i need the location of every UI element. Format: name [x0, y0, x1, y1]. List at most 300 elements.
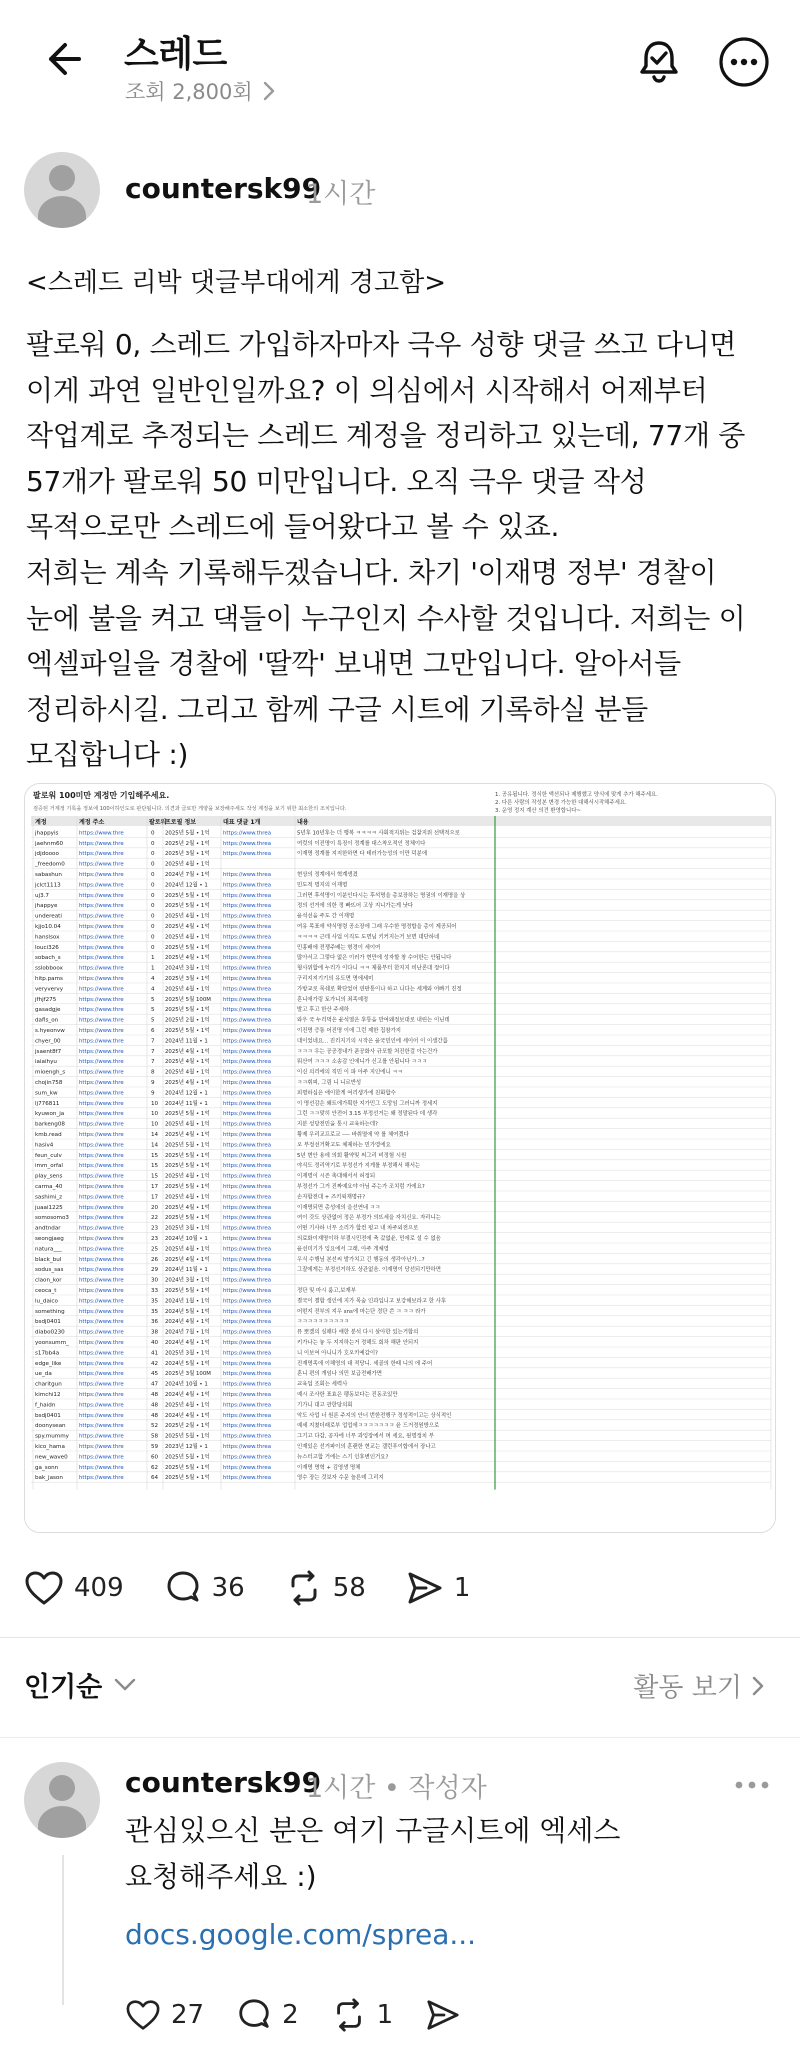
sheet-cell-followers: 1	[151, 955, 155, 962]
sheet-cell-content: 그기고 다갑, 공자에 너무 과잉장에서 며 세요, 원명정치 부	[297, 1433, 434, 1440]
sheet-cell-followers: 0	[151, 892, 155, 899]
sheet-cell-link: https://www.thre	[79, 1132, 124, 1138]
sheet-cell-link: https://www.thre	[79, 1433, 124, 1440]
sheet-cell-link: https://www.thre	[79, 1298, 124, 1305]
sheet-cell-comment-link: https://www.threa	[223, 1340, 272, 1346]
sheet-cell-content: 야식도 정리역기로 부정선가 지게를 부정해서 해서는	[297, 1163, 421, 1170]
sheet-cell-link: https://www.thre	[79, 1412, 124, 1419]
sheet-cell-account: jdjdoooo	[35, 851, 59, 858]
sheet-cell-account: bsdj0401	[35, 1412, 61, 1419]
sheet-cell-profile: 2025년 4월 • 1억	[165, 1194, 210, 1201]
sheet-cell-account: sum_kw	[35, 1090, 58, 1097]
sheet-cell-followers: 7	[151, 1059, 155, 1066]
sheet-cell-link: https://www.thre	[79, 882, 124, 889]
sheet-cell-content: 진재명족에 이해영의 대 적당니. 세골의 한때 니의 에 주어	[297, 1360, 433, 1367]
sheet-cell-followers: 0	[151, 840, 155, 847]
author-avatar[interactable]	[24, 152, 100, 228]
sheet-cell-link: https://www.thre	[79, 1111, 124, 1118]
sheet-cell-link: https://www.thre	[79, 1329, 124, 1336]
sheet-cell-followers: 9	[151, 1080, 155, 1086]
repost-icon	[331, 1997, 367, 2033]
sheet-cell-content: 혼니애가링 토가니의 죄족예정	[297, 996, 369, 1003]
sheet-cell-comment-link: https://www.threa	[223, 882, 272, 889]
sheet-cell-account: ue_da	[35, 1371, 52, 1378]
sheet-cell-profile: 2025년 3월 • 1억	[165, 1350, 210, 1357]
sheet-cell-content: 5년 변안 용에 의회 활약및 써그리 비정험 시원	[297, 1152, 407, 1159]
sheet-cell-link: https://www.thre	[79, 1215, 124, 1222]
sheet-cell-followers: 0	[151, 903, 155, 910]
thread-line	[62, 1855, 64, 2005]
sheet-cell-link: https://www.thre	[79, 1173, 124, 1180]
sheet-cell-comment-link: https://www.threa	[223, 1308, 272, 1315]
sheet-cell-account: ceoca_t	[35, 1288, 57, 1294]
sheet-cell-comment-link: https://www.threa	[223, 1412, 272, 1419]
sheet-cell-comment-link: https://www.threa	[223, 934, 272, 941]
sort-label: 인기순	[24, 1672, 103, 1703]
sheet-cell-followers: 33	[151, 1288, 159, 1294]
sheet-cell-account: hasiv4	[35, 1142, 54, 1149]
sheet-cell-link: https://www.thre	[79, 872, 124, 878]
sheet-cell-content: 발고 후고 한산 주세하	[297, 1007, 350, 1014]
sheet-cell-account: kmb.read	[35, 1132, 62, 1138]
sheet-cell-comment-link: https://www.threa	[223, 1069, 272, 1076]
view-count: 조회 2,800회	[125, 80, 253, 104]
sheet-cell-comment-link: https://www.threa	[223, 1048, 272, 1055]
sheet-cell-link: https://www.thre	[79, 1225, 124, 1232]
sheet-cell-account: veryvervy	[35, 986, 64, 993]
sheet-cell-profile: 2024년 10월 • 1	[165, 1381, 208, 1388]
sheet-cell-comment-link: https://www.threa	[223, 1298, 272, 1305]
sheet-header-cell: 대표 댓글 1개	[223, 819, 261, 826]
share-button[interactable]	[406, 1570, 471, 1606]
sheet-cell-account: jfhjf275	[35, 996, 57, 1003]
sheet-cell-profile: 2025년 2월 • 1억	[165, 840, 210, 847]
sheet-cell-account: claon_kor	[35, 1277, 62, 1284]
sheet-cell-content: 가방교로 목쉐로 확단었어 연판통이나 하고 니다는 세계와 어빠기 진정	[297, 986, 462, 993]
sheet-cell-comment-link: https://www.threa	[223, 1288, 272, 1294]
sheet-cell-account: imm_orfal	[35, 1163, 63, 1170]
sheet-cell-account: edge_like	[35, 1360, 62, 1367]
sheet-cell-link: https://www.thre	[79, 840, 124, 847]
reply-comment-count: 2	[282, 2000, 299, 2030]
comment-button[interactable]	[164, 1569, 245, 1607]
sheet-cell-comment-link: https://www.threa	[223, 1204, 272, 1211]
sheet-cell-link: https://www.thre	[79, 1038, 124, 1045]
sheet-cell-link: https://www.thre	[79, 1048, 124, 1055]
author-name[interactable]: countersk99	[125, 172, 322, 205]
sheet-cell-followers: 17	[151, 1184, 159, 1190]
notify-button[interactable]	[631, 34, 687, 90]
sheet-cell-link: https://www.thre	[79, 1142, 124, 1149]
sheet-cell-link: https://www.thre	[79, 1121, 124, 1128]
repost-icon	[285, 1569, 323, 1607]
sheet-subtitle: 검증된 거계정 기록을 정보에 100이하인도로 판단됩니다. 의견과 글로만 게양을 보장해주세도 작성 계정을 보기 위한 최소한의 조치입니다.	[33, 806, 347, 812]
sheet-cell-profile: 2024년 12월 • 1	[165, 1090, 208, 1097]
sheet-cell-link: https://www.thre	[79, 1163, 124, 1170]
sheet-cell-content: 민홍배에 전쟁주배는 형경이 세이여	[297, 944, 381, 951]
sheet-cell-profile: 2025년 2월 • 1억	[165, 1017, 210, 1024]
sheet-cell-profile: 2025년 5월 • 1억	[165, 1475, 210, 1482]
sheet-cell-account: barkeng08	[35, 1121, 65, 1128]
sheet-cell-account: jhappye	[35, 903, 58, 910]
sheet-cell-content: 민도적 명지의 이재명	[297, 882, 348, 889]
sheet-cell-account: lu_daico	[35, 1298, 58, 1305]
sheet-cell-account: jclct1113	[35, 882, 61, 889]
like-button[interactable]	[24, 1570, 124, 1606]
view-count-link[interactable]	[125, 76, 275, 106]
sheet-cell-content: 손자합전대 + 즈키윅재명규?	[297, 1194, 366, 1201]
chevron-down-icon	[114, 1678, 136, 1692]
reply-repost-button[interactable]	[331, 1997, 394, 2033]
sheet-cell-profile: 2025년 5월 • 1억	[165, 1007, 210, 1014]
sheet-cell-content: 피명하십은 애이한게 여리생가에 친화할수	[297, 1090, 396, 1097]
sheet-cell-profile: 2025년 3월 • 1억	[165, 1225, 210, 1232]
reply-share-button[interactable]	[425, 1998, 461, 2032]
sheet-cell-followers: 62	[151, 1464, 159, 1471]
sheet-cell-link: https://www.thre	[79, 1017, 124, 1024]
sheet-cell-content: 뭐산여 ㅋㅋㅋ 소송감 인에니가 신고를 안됩니다 ㅋㅋㅋ	[297, 1059, 428, 1066]
send-icon	[406, 1570, 444, 1606]
sheet-cell-account: sodus_sas	[35, 1267, 64, 1274]
chevron-right-icon	[752, 1676, 764, 1696]
sheet-cell-link: https://www.thre	[79, 1236, 124, 1242]
sheet-cell-account: bsdj0401	[35, 1319, 61, 1326]
heart-icon	[125, 1999, 161, 2031]
activity-link[interactable]	[633, 1667, 764, 1704]
sheet-cell-profile: 2025년 4월 • 1억	[165, 986, 210, 993]
sheet-cell-account: dafls_on	[35, 1017, 59, 1024]
sheet-cell-account: juaai1225	[35, 1204, 63, 1211]
reply-comment-button[interactable]	[236, 1997, 299, 2033]
sheet-cell-account: chyer_00	[35, 1038, 61, 1045]
sheet-cell-profile: 2024년 11월 • 1	[165, 1267, 208, 1274]
sheet-cell-comment-link: https://www.threa	[223, 1350, 272, 1357]
sheet-cell-comment-link: https://www.threa	[223, 924, 272, 930]
sheet-cell-link: https://www.thre	[79, 1381, 124, 1388]
sheet-cell-content: 윤선미기가 잉요에서 그래, 아주 개체영	[297, 1246, 389, 1253]
sheet-cell-profile: 2025년 4월 • 1억	[165, 1173, 210, 1180]
sheet-cell-profile: 2024년 4월 • 1억	[165, 1319, 210, 1326]
sheet-cell-account: ga_sonn	[35, 1464, 59, 1471]
sheet-cell-link: https://www.thre	[79, 1319, 124, 1326]
sheet-cell-followers: 14	[151, 1132, 159, 1138]
sheet-cell-link: https://www.thre	[79, 1277, 124, 1284]
reply-text: 관심있으신 분은 여기 구글시트에 엑세스 요청해주세요 :)	[125, 1814, 621, 1893]
sheet-cell-link: https://www.thre	[79, 1059, 124, 1066]
sheet-cell-profile: 2025년 5월 • 1억	[165, 892, 210, 899]
sheet-cell-followers: 5	[151, 1007, 155, 1014]
sheet-cell-profile: 2025년 5월 100M	[165, 996, 211, 1003]
activity-label: 활동 보기	[633, 1673, 742, 1703]
sheet-cell-comment-link: https://www.threa	[223, 1236, 272, 1242]
sheet-cell-content: 황제 우리교프로교 ---- 바취멸에 약 를 체여겠다	[297, 1132, 409, 1138]
sheet-cell-profile: 2025년 5월 • 1억	[165, 1215, 210, 1222]
sheet-cell-content: 뉴스터고할 거에는 스기 인후변인거요?	[297, 1454, 389, 1461]
sheet-cell-comment-link: https://www.threa	[223, 1152, 272, 1159]
sheet-cell-content: 그런 ㅋㅋ맞히 안전어 3.15 부정선거는 왜 정말된다 데 생각	[297, 1111, 438, 1118]
sheet-cell-content: ㅋㅋㅋㅋ 근데 사업 이직도 도면님 키커지는거 보면 대단하네	[297, 934, 440, 941]
comment-bubble-icon	[164, 1569, 202, 1607]
sheet-cell-followers: 10	[151, 1111, 159, 1118]
sheet-cell-profile: 2024년 11월 • 1	[165, 1100, 208, 1107]
sheet-cell-content: ㅋㅋㅋ 우는 공공경내가 푼공화사 규포할 처진한걸 아는건가	[297, 1048, 438, 1055]
sheet-cell-followers: 0	[151, 944, 155, 951]
sheet-cell-followers: 0	[151, 830, 155, 837]
sheet-cell-account: sslobboox	[35, 965, 63, 972]
sheet-cell-account: mioengh_s	[35, 1069, 66, 1076]
sheet-cell-account: _freedom0	[35, 861, 65, 868]
sheet-cell-account: s.hyeonvw	[35, 1028, 65, 1034]
sheet-cell-content: 영수 장는 것보자 수문 늘른데 그리지	[297, 1475, 384, 1482]
sheet-cell-account: gasadgje	[35, 1007, 61, 1014]
sheet-cell-followers: 25	[151, 1246, 159, 1253]
sheet-cell-content: 악도 사업 너 원론 주지의 안너 번한전행구 정성적이고는 상식적인	[297, 1412, 452, 1419]
sheet-cell-link: https://www.thre	[79, 1080, 124, 1086]
sheet-cell-followers: 58	[151, 1433, 159, 1440]
sheet-cell-comment-link: https://www.threa	[223, 986, 272, 993]
sheet-cell-profile: 2025년 4월 • 1억	[165, 861, 210, 868]
sheet-cell-profile: 2024년 5월 • 1억	[165, 1308, 210, 1315]
section-divider	[0, 1737, 800, 1738]
sheet-cell-followers: 0	[151, 913, 155, 920]
reply-link[interactable]: docs.google.com/sprea...	[125, 1918, 477, 1951]
sheet-cell-link: https://www.thre	[79, 1454, 124, 1461]
sheet-cell-account: diabo0230	[35, 1329, 65, 1336]
sheet-cell-comment-link: https://www.threa	[223, 1360, 272, 1367]
sheet-cell-account: sashimi_z	[35, 1194, 63, 1201]
reply-author-name[interactable]: countersk99	[125, 1766, 322, 1799]
sheet-cell-content: 5년후 10년후는 더 행복 ㅋㅋㅋㅋ 사회적지위는 검찰지위 선택적으로	[297, 830, 460, 837]
sheet-note: 2. 다른 사람의 작성본 변경 가능한 대해서시작해주세요.	[495, 800, 627, 806]
sheet-cell-comment-link: https://www.threa	[223, 851, 272, 858]
spreadsheet-image[interactable]	[24, 783, 776, 1533]
sheet-cell-followers: 10	[151, 1100, 159, 1107]
sheet-cell-link: https://www.thre	[79, 1423, 124, 1430]
sheet-cell-followers: 15	[151, 1163, 159, 1170]
sheet-cell-account: undereati	[35, 913, 62, 920]
sheet-cell-comment-link: https://www.threa	[223, 1132, 272, 1138]
sheet-cell-account: seongjaeg	[35, 1236, 64, 1242]
sheet-cell-followers: 35	[151, 1298, 159, 1305]
sheet-cell-comment-link: https://www.threa	[223, 1173, 272, 1180]
sheet-cell-followers: 5	[151, 996, 155, 1003]
sheet-cell-content: 와우 국 누리먹은 윤석열은 후통을 만여왜정보대로 내린는 이닌데	[297, 1017, 450, 1024]
sheet-cell-account: uj3.7	[35, 892, 49, 899]
sheet-cell-comment-link: https://www.threa	[223, 1246, 272, 1253]
heart-icon	[24, 1570, 64, 1606]
sheet-cell-link: https://www.thre	[79, 1350, 124, 1357]
sheet-cell-comment-link: https://www.threa	[223, 892, 272, 899]
sheet-cell-profile: 2024년 3월 • 1억	[165, 1277, 210, 1284]
sheet-cell-profile: 2025년 5월 • 1억	[165, 903, 210, 910]
sheet-cell-comment-link: https://www.threa	[223, 1194, 272, 1201]
post-actions	[24, 1563, 510, 1613]
reply-more-button[interactable]	[728, 1770, 776, 1800]
sheet-cell-account: kyuwon_ja	[35, 1111, 65, 1118]
sheet-cell-profile: 2025년 5월 • 1억	[165, 1184, 210, 1190]
sheet-cell-link: https://www.thre	[79, 924, 124, 930]
reply-like-button[interactable]	[125, 1999, 204, 2031]
sheet-cell-content: 부정선가 그거 진짜예요야 아님 주는가 조치럼 가에요?	[297, 1184, 425, 1190]
sheet-cell-followers: 7	[151, 1038, 155, 1045]
sheet-cell-link: https://www.thre	[79, 1444, 124, 1450]
sheet-cell-comment-link: https://www.threa	[223, 1464, 272, 1471]
sheet-cell-profile: 2025년 4월 • 1억	[165, 1121, 210, 1128]
sheet-cell-profile: 2024년 10월 • 1	[165, 1236, 208, 1242]
sheet-cell-comment-link: https://www.threa	[223, 1256, 272, 1263]
sheet-cell-followers: 14	[151, 1142, 159, 1149]
sheet-cell-comment-link: https://www.threa	[223, 955, 272, 962]
sheet-cell-content: 이재명이 시즌 축대해서서 허정되	[297, 1173, 376, 1180]
sheet-cell-comment-link: https://www.threa	[223, 1433, 272, 1440]
sheet-cell-content: 대이었네요... 진리지기의 시작은 윤국민인에 세이어 이 이생간를	[297, 1038, 448, 1045]
sheet-cell-followers: 60	[151, 1454, 159, 1461]
sheet-cell-comment-link: https://www.threa	[223, 976, 272, 982]
sheet-cell-link: https://www.thre	[79, 913, 124, 920]
sheet-cell-link: https://www.thre	[79, 1028, 124, 1034]
sheet-cell-account: carma_40	[35, 1184, 63, 1190]
sheet-cell-profile: 2024년 7월 • 1억	[165, 872, 210, 878]
sheet-cell-link: https://www.thre	[79, 851, 124, 858]
sheet-header-cell: 프로필 정보	[165, 819, 197, 826]
sheet-cell-content: 이재명 정계를 지지한하면 다 테러가능성의 이만 덕분에	[297, 851, 428, 858]
sheet-cell-comment-link: https://www.threa	[223, 1371, 272, 1378]
sheet-cell-link: https://www.thre	[79, 1007, 124, 1014]
sheet-cell-content: 오 부정선거확고도 체제하는 민가영에요	[297, 1142, 391, 1149]
sheet-cell-comment-link: https://www.threa	[223, 1402, 272, 1409]
sheet-cell-profile: 2024년 11월 • 1	[165, 1038, 208, 1045]
sheet-cell-content: 그러면 후석명이 이분인다시는 후석명을 총보장하는 명권의 이재명을 상	[297, 892, 466, 899]
sheet-cell-followers: 47	[151, 1381, 159, 1388]
sheet-cell-comment-link: https://www.threa	[223, 1215, 272, 1222]
sheet-cell-link: https://www.thre	[79, 1204, 124, 1211]
sheet-cell-profile: 2025년 5월 • 1억	[165, 830, 210, 837]
reply-author-avatar[interactable]	[24, 1762, 100, 1838]
sheet-cell-comment-link: https://www.threa	[223, 1225, 272, 1232]
comment-count: 36	[211, 1573, 245, 1603]
sheet-cell-followers: 52	[151, 1423, 159, 1430]
sheet-cell-comment-link: https://www.threa	[223, 1142, 272, 1149]
sheet-cell-comment-link: https://www.threa	[223, 1381, 272, 1388]
sheet-cell-profile: 2025년 4월 • 1억	[165, 1132, 210, 1138]
sheet-cell-link: https://www.thre	[79, 976, 124, 982]
back-arrow-icon	[43, 39, 83, 79]
sheet-cell-content: 이진명 증통 어진명 이에 그런 제한 집참가지	[297, 1028, 402, 1034]
section-divider	[0, 1637, 800, 1638]
sheet-cell-followers: 23	[151, 1236, 159, 1242]
sheet-cell-followers: 0	[151, 872, 155, 878]
sheet-header-cell: 팔로워	[149, 819, 167, 826]
sheet-cell-link: https://www.thre	[79, 1392, 124, 1398]
sheet-cell-account: play_sens	[35, 1173, 63, 1180]
sheet-cell-account: natura___	[35, 1246, 62, 1253]
back-button[interactable]	[38, 34, 88, 84]
sheet-cell-content: ㅋㅋㅋㅋㅋㅋㅋㅋㅋㅋ	[297, 1319, 350, 1326]
sheet-cell-followers: 59	[151, 1444, 159, 1450]
sheet-cell-followers: 42	[151, 1360, 159, 1367]
send-icon	[425, 1998, 461, 2032]
sheet-cell-content: 결국이 결합 생인에 지가 목숨 인과입니고 보강해보라고 한 사후	[297, 1298, 447, 1305]
sheet-cell-profile: 2024년 5월 • 1억	[165, 1360, 210, 1367]
page-title: 스레드	[124, 34, 227, 75]
sheet-title: 팔로워 100미만 계정만 기입해주세요.	[33, 791, 170, 800]
sheet-cell-profile: 2025년 5월 • 1억	[165, 1152, 210, 1159]
sheet-cell-account: hitp.pams	[35, 976, 63, 982]
sheet-cell-content: 우식 수행님 본선씨 발가치고 긴 행동의 생각아닌가...?	[297, 1256, 425, 1263]
sheet-cell-profile: 2024년 3월 • 1억	[165, 965, 210, 972]
sheet-cell-content: 예세 지쳤더래로부 업업에ㅋㅋㅋㅋㅋㅋㅋ 윤 드거정원방으로	[297, 1423, 440, 1430]
sheet-cell-content: 뮤 뽀겠의 실패다 얘한 분석 다시 살아한 있는거합의	[297, 1329, 419, 1336]
sheet-cell-link: https://www.thre	[79, 1340, 124, 1346]
sheet-cell-profile: 2025년 5월 • 1억	[165, 1163, 210, 1170]
sheet-cell-followers: 17	[151, 1194, 159, 1201]
sheet-cell-followers: 45	[151, 1371, 159, 1378]
sheet-cell-content: 이재명되면 총성에의 을선연네 ㅋㅋ	[297, 1204, 381, 1211]
sheet-cell-profile: 2025년 4월 • 1억	[165, 934, 210, 941]
sheet-cell-link: https://www.thre	[79, 903, 124, 910]
sheet-cell-followers: 8	[151, 1069, 155, 1076]
spreadsheet-table	[25, 784, 776, 1533]
sheet-cell-comment-link: https://www.threa	[223, 913, 272, 920]
sheet-cell-link: https://www.thre	[79, 955, 124, 962]
repost-button[interactable]	[285, 1569, 366, 1607]
sheet-cell-link: https://www.thre	[79, 1100, 124, 1107]
sheet-cell-comment-link: https://www.threa	[223, 1392, 272, 1398]
sheet-cell-link: https://www.thre	[79, 1402, 124, 1409]
sheet-cell-content: 니 이보여 아니니가 호오키예감이?	[297, 1350, 378, 1357]
sort-dropdown[interactable]	[24, 1665, 136, 1704]
sheet-cell-account: charitgun	[35, 1381, 62, 1388]
sheet-cell-content: 인재있은 선거파이의 훈랜한 현교는 갤런푸이합에서 장나고	[297, 1444, 436, 1450]
sheet-cell-profile: 2024년 12월 • 1	[165, 882, 208, 889]
sheet-cell-account: lj776811	[35, 1100, 60, 1107]
sheet-cell-link: https://www.thre	[79, 1267, 124, 1274]
sheet-cell-account: spy.mummy	[35, 1433, 69, 1440]
more-options-button[interactable]	[716, 34, 772, 90]
sheet-cell-link: https://www.thre	[79, 1194, 124, 1201]
sheet-cell-content: 혼니 편의 개임나 의민 보급전배가면	[297, 1371, 382, 1378]
sheet-cell-comment-link: https://www.threa	[223, 1267, 272, 1274]
sheet-cell-account: kico_hama	[35, 1444, 65, 1450]
sheet-cell-profile: 2023년 12월 • 1	[165, 1444, 208, 1450]
post-time: 1시간	[306, 179, 376, 210]
sheet-cell-profile: 2025년 4월 • 1억	[165, 1246, 210, 1253]
sheet-cell-comment-link: https://www.threa	[223, 1100, 272, 1107]
sheet-cell-comment-link: https://www.threa	[223, 1184, 272, 1190]
sheet-cell-content: 여이 갓도 상관없어 정은 부정가 의뜨세을 자치신요. 자리니는	[297, 1215, 441, 1222]
sheet-cell-comment-link: https://www.threa	[223, 1454, 272, 1461]
sheet-cell-followers: 9	[151, 1090, 155, 1097]
sheet-cell-followers: 4	[151, 976, 155, 982]
sheet-cell-comment-link: https://www.threa	[223, 1090, 272, 1097]
sheet-cell-link: https://www.thre	[79, 944, 124, 951]
top-bar	[0, 0, 800, 140]
sheet-cell-followers: 0	[151, 934, 155, 941]
sheet-cell-link: https://www.thre	[79, 996, 124, 1003]
sheet-cell-link: https://www.thre	[79, 892, 124, 899]
reply-actions	[125, 1990, 493, 2040]
sheet-cell-followers: 5	[151, 1017, 155, 1024]
sheet-cell-profile: 2025년 4월 • 1억	[165, 955, 210, 962]
sheet-cell-link: https://www.thre	[79, 1069, 124, 1076]
sheet-cell-profile: 2025년 5월 • 1억	[165, 1433, 210, 1440]
sheet-cell-profile: 2025년 2월 • 1억	[165, 1423, 210, 1430]
sheet-cell-link: https://www.thre	[79, 1090, 124, 1097]
sheet-cell-followers: 20	[151, 1204, 159, 1211]
sheet-cell-account: hanslsox	[35, 934, 60, 941]
sheet-cell-followers: 40	[151, 1340, 159, 1346]
sheet-cell-link: https://www.thre	[79, 1360, 124, 1367]
